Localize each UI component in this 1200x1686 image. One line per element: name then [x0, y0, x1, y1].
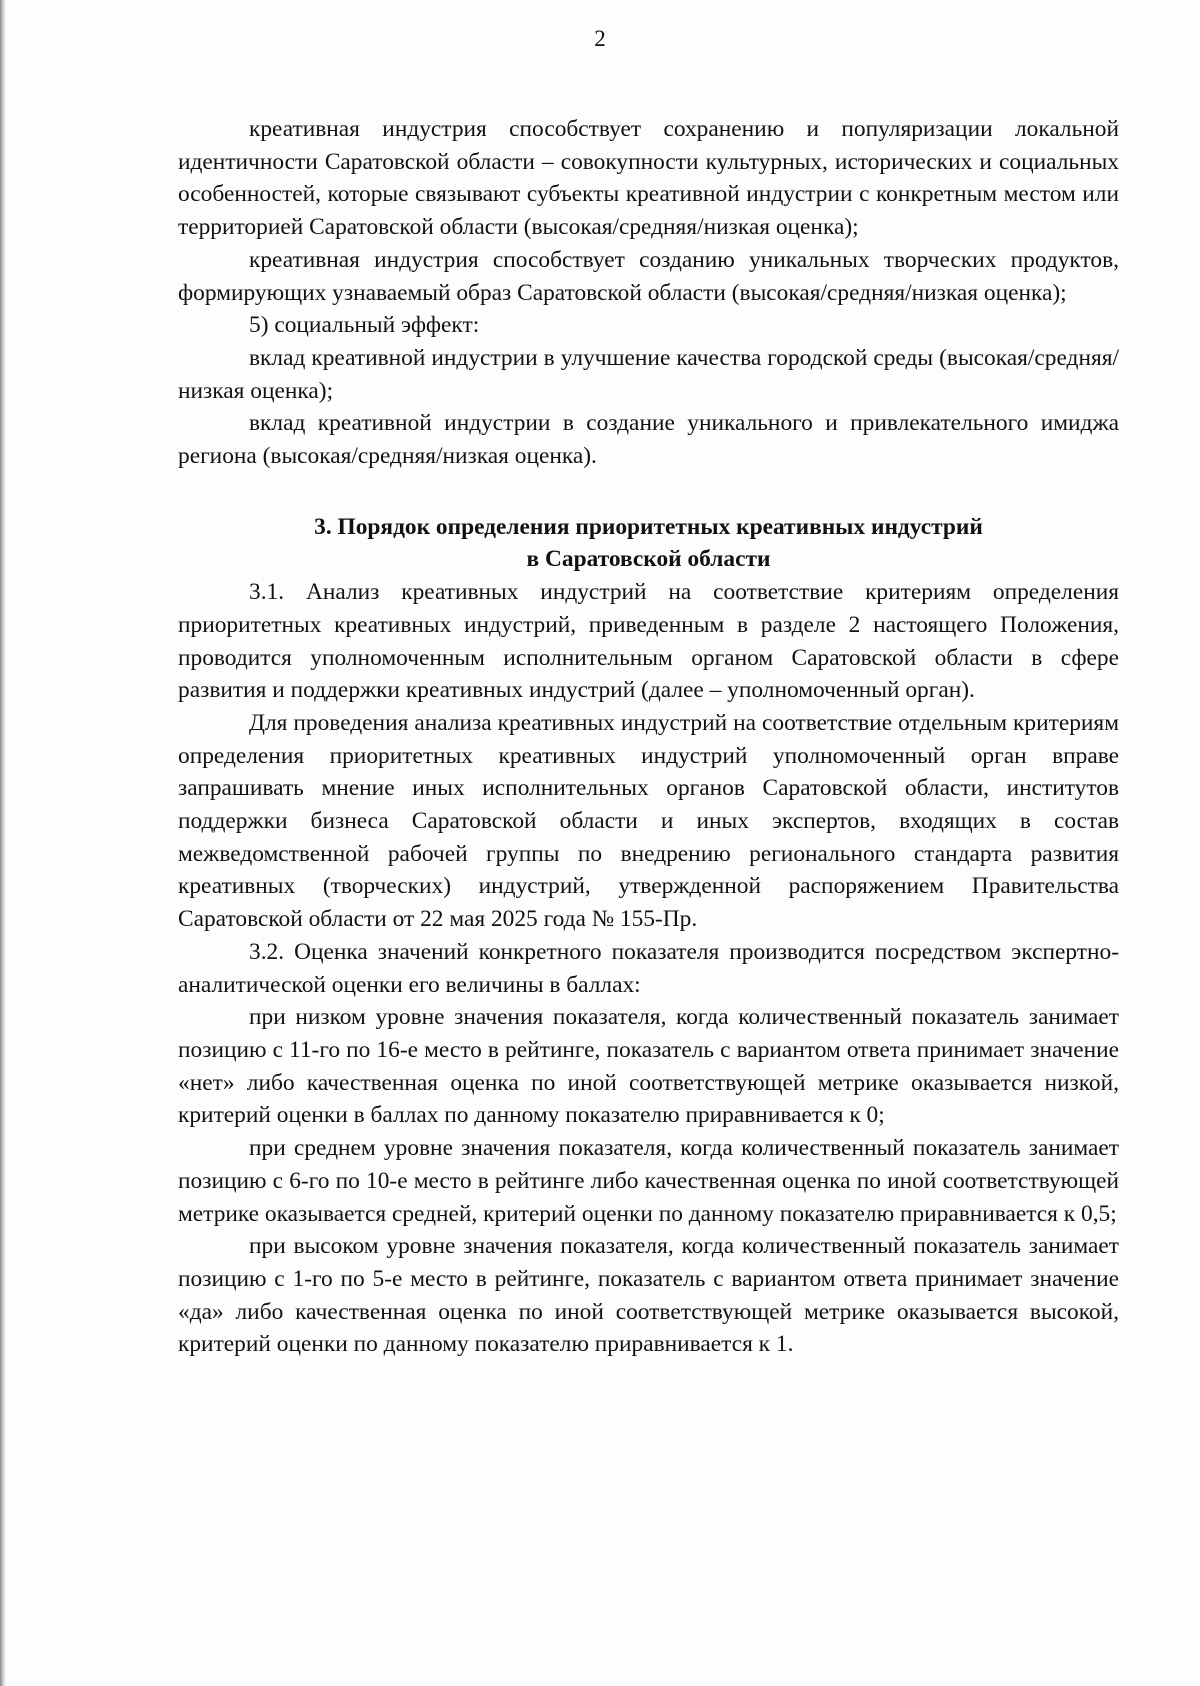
- scan-edge: [0, 0, 6, 1686]
- section-heading-line-2: в Саратовской области: [526, 546, 771, 573]
- paragraph-social-effect: 5) социальный эффект:: [249, 312, 480, 339]
- paragraph-3-2: 3.2. Оценка значений конкретного показателя производится посредством экспертно-аналитической оценки его величины в баллах:: [178, 938, 1119, 998]
- paragraph-unique-products: креативная индустрия способствует созданию уникальных творческих продуктов, формирующих узнаваемый образ Саратовской области (высокая/средняя/низкая оценка);: [178, 246, 1119, 306]
- paragraph-medium-level: при среднем уровне значения показателя, когда количественный показатель занимает позицию с 6-го по 10-е место в рейтинге либо качественная оценка по иной соответствующей метрике оказывается средней, критерий оценки по данному показателю приравнивается к 0,5;: [178, 1135, 1119, 1227]
- paragraph-analysis-experts: Для проведения анализа креативных индустрий на соответствие отдельным критериям определения приоритетных креативных индустрий уполномоченный орган вправе запрашивать мнение иных исполнительных органов Саратовской области, институтов поддержки бизнеса Саратовской области и иных экспертов, входящих в состав межведомственной рабочей группы по внедрению регионального стандарта развития креативных (творческих) индустрий, утвержденной распоряжением Правительства Саратовской области от 22 мая 2025 года № 155-Пр.: [178, 709, 1119, 933]
- paragraph-region-image: вклад креативной индустрии в создание уникального и привлекательного имиджа региона (высокая/средняя/низкая оценка).: [178, 410, 1119, 470]
- paragraph-urban-environment: вклад креативной индустрии в улучшение качества городской среды (высокая/средняя/низкая оценка);: [178, 344, 1119, 404]
- document-body: [178, 113, 1119, 1361]
- paragraph-3-1: 3.1. Анализ креативных индустрий на соответствие критериям определения приоритетных креативных индустрий, приведенным в разделе 2 настоящего Положения, проводится уполномоченным исполнительным органом Саратовской области в сфере развития и поддержки креативных индустрий (далее – уполномоченный орган).: [178, 579, 1119, 704]
- section-heading: [178, 511, 1119, 576]
- page-number: 2: [594, 26, 606, 51]
- section-heading-line-1: 3. Порядок определения приоритетных креативных индустрий: [314, 513, 983, 540]
- paragraph-local-identity: креативная индустрия способствует сохранению и популяризации локальной идентичности Саратовской области – совокупности культурных, исторических и социальных особенностей, которые связывают субъекты креативной индустрии с конкретным местом или территорией Саратовской области (высокая/средняя/низкая оценка);: [178, 116, 1119, 241]
- paragraph-low-level: при низком уровне значения показателя, когда количественный показатель занимает позицию с 11-го по 16-е место в рейтинге, показатель с вариантом ответа принимает значение «нет» либо качественная оценка по иной соответствующей метрике оказывается низкой, критерий оценки в баллах по данному показателю приравнивается к 0;: [178, 1004, 1119, 1129]
- paragraph-high-level: при высоком уровне значения показателя, когда количественный показатель занимает позицию с 1-го по 5-е место в рейтинге, показатель с вариантом ответа принимает значение «да» либо качественная оценка по иной соответствующей метрике оказывается высокой, критерий оценки по данному показателю приравнивается к 1.: [178, 1233, 1119, 1358]
